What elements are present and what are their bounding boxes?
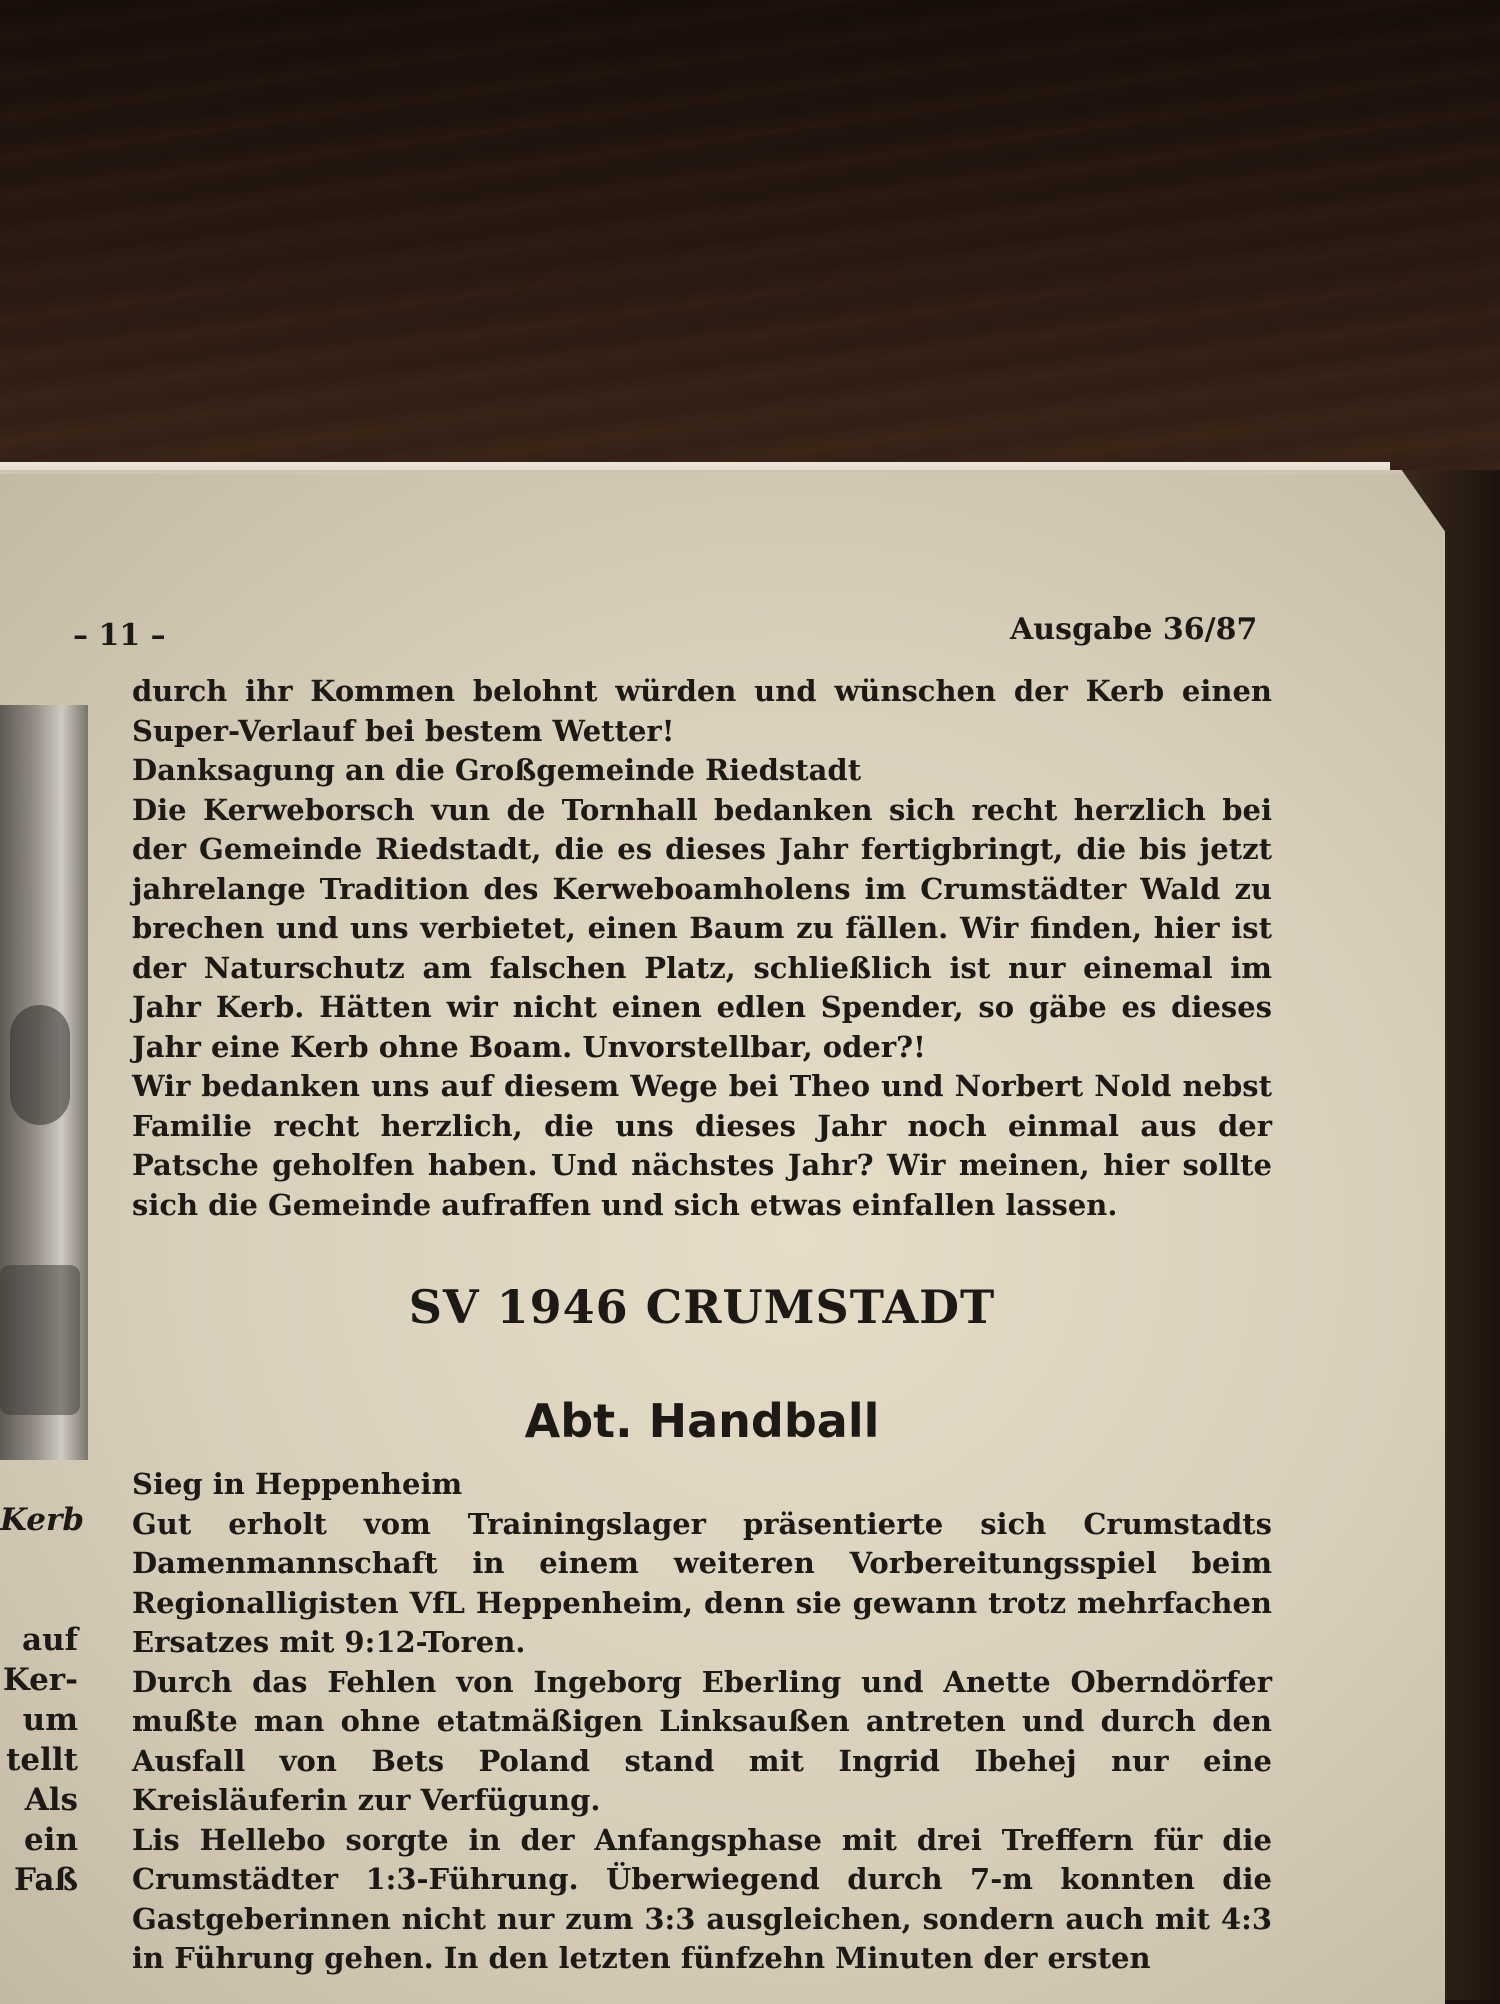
- article-paragraph: Durch das Fehlen von Ingeborg Eberling und Anette Oberndörfer mußte man ohne etatmäßigen Linksaußen antreten und durch den Ausfall von Bets Poland stand mit Ingrid Ibehej nur eine Kreisläuferin zur Verfügung.: [132, 1664, 1272, 1817]
- main-column: [132, 672, 1272, 1979]
- left-column-line: auf: [22, 1622, 78, 1658]
- left-column-line: ein: [23, 1822, 78, 1858]
- left-column-line: Als: [24, 1782, 78, 1818]
- article-paragraph: Gut erholt vom Trainingslager präsentierte sich Crumstadts Damenmannschaft in einem weiteren Vorbereitungsspiel beim Regionalligisten VfL Heppenheim, denn sie gewann trotz mehrfachen Ersatzes mit 9:12-Toren.: [132, 1506, 1272, 1659]
- danksagung-paragraph: Wir bedanken uns auf diesem Wege bei Theo und Norbert Nold nebst Familie recht herzlich, die uns dieses Jahr noch einmal aus der Patsche geholfen haben. Und nächstes Jahr? Wir meinen, hier sollte sich die Gemeinde aufraffen und sich etwas einfallen lassen.: [132, 1069, 1272, 1222]
- photo-caption: Kerb: [0, 1502, 84, 1538]
- left-column-line: um: [22, 1702, 78, 1738]
- left-column-fragment: [0, 1500, 84, 1900]
- article-title: Sieg in Heppenheim: [132, 1467, 463, 1501]
- danksagung-title: Danksagung an die Großgemeinde Riedstadt: [132, 753, 862, 787]
- department-heading: Abt. Handball: [524, 1394, 880, 1448]
- page-number: – 11 –: [73, 618, 166, 653]
- cropped-photo: [0, 705, 88, 1460]
- table-surface: [0, 0, 1500, 520]
- left-column-line: Ker-: [2, 1662, 78, 1698]
- issue-number: Ausgabe 36/87: [1010, 612, 1258, 647]
- left-column-line: tellt: [6, 1742, 78, 1778]
- left-column-line: Faß: [14, 1862, 78, 1898]
- club-heading: SV 1946 CRUMSTADT: [408, 1280, 996, 1334]
- article-paragraph: Lis Hellebo sorgte in der Anfangsphase mit drei Treffern für die Crumstädter 1:3-Führung. Überwiegend durch 7-m konnten die Gastgeberinnen nicht nur zum 3:3 ausgleichen, sondern auch mit 4:3 in Führung gehen. In den letzten fünfzehn Minuten der ersten: [132, 1822, 1272, 1975]
- danksagung-paragraph: Die Kerweborsch vun de Tornhall bedanken sich recht herzlich bei der Gemeinde Riedstadt, die es dieses Jahr fertigbringt, die bis jetzt jahrelange Tradition des Kerweboamholens im Crumstädter Wald zu brechen und uns verbietet, einen Baum zu fällen. Wir finden, hier ist der Naturschutz am falschen Platz, schließlich ist nur einemal im Jahr Kerb. Hätten wir nicht einen edlen Spender, so gäbe es dieses Jahr eine Kerb ohne Boam. Unvorstellbar, oder?!: [132, 792, 1272, 1064]
- intro-paragraph: durch ihr Kommen belohnt würden und wünschen der Kerb einen Super-Verlauf bei bestem Wetter!: [132, 674, 1272, 748]
